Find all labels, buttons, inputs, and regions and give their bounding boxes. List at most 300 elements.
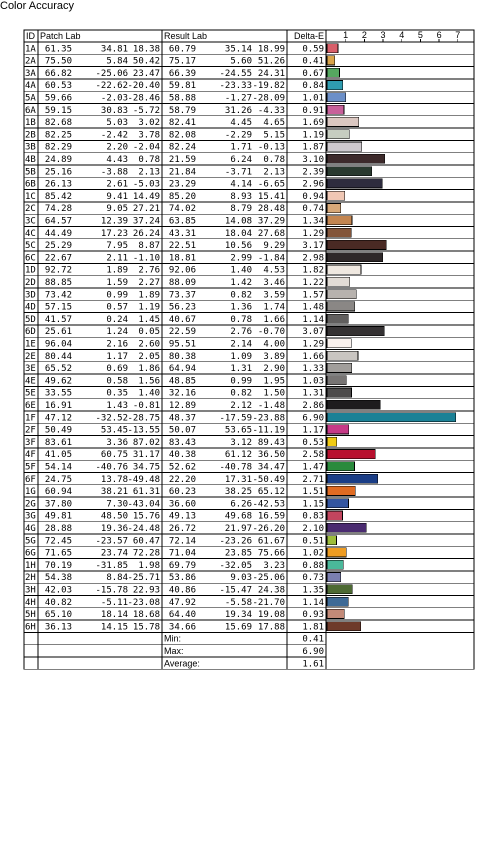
patch-a: 5.84 (106, 56, 128, 67)
patch-l: 25.61 (44, 327, 72, 338)
result-l: 22.20 (168, 474, 196, 485)
patch-a: 53.45 (100, 425, 128, 436)
delta-e-value: 1.57 (302, 290, 324, 301)
patch-id: 5G (25, 536, 36, 547)
delta-e-value: 2.96 (302, 179, 324, 190)
patch-id: 6B (25, 179, 36, 190)
result-b: 3.23 (263, 560, 285, 571)
delta-e-value: 0.67 (302, 68, 324, 79)
patch-a: -2.03 (100, 93, 128, 104)
delta-e-value: 0.83 (302, 511, 324, 522)
patch-id: 1C (25, 191, 36, 202)
patch-b: 3.78 (138, 130, 160, 141)
patch-l: 60.94 (44, 487, 72, 498)
result-l: 48.37 (168, 413, 196, 424)
delta-e-value: 1.87 (302, 142, 324, 153)
result-a: 14.08 (224, 216, 252, 227)
header-result-lab: Result Lab (164, 31, 208, 41)
patch-l: 83.61 (44, 437, 72, 448)
result-a: -15.47 (219, 585, 252, 596)
delta-e-bar-4c (327, 228, 351, 237)
patch-a: 17.23 (100, 228, 128, 239)
patch-id: 1D (25, 265, 36, 276)
delta-e-bar-5e (327, 388, 351, 397)
delta-e-value: 1.34 (302, 216, 324, 227)
delta-e-bar-2a (327, 56, 335, 65)
result-b: 1.50 (263, 388, 285, 399)
patch-id: 6A (25, 105, 36, 116)
result-a: 61.12 (224, 450, 252, 461)
patch-l: 50.49 (44, 425, 72, 436)
delta-e-bar-4f (327, 450, 375, 459)
patch-id: 6G (25, 548, 36, 559)
patch-l: 22.67 (44, 253, 72, 264)
result-b: 9.29 (263, 241, 285, 252)
result-b: 15.41 (257, 191, 285, 202)
delta-e-bar-1h (327, 560, 343, 569)
patch-b: 2.60 (138, 339, 160, 350)
delta-e-value: 1.17 (302, 425, 324, 436)
result-a: 23.85 (224, 548, 252, 559)
result-a: -5.58 (224, 597, 252, 608)
delta-e-value: 1.66 (302, 351, 324, 362)
patch-a: 34.81 (100, 44, 128, 55)
patch-l: 74.28 (44, 204, 72, 215)
patch-a: 1.17 (106, 351, 128, 362)
delta-e-value: 0.91 (302, 105, 324, 116)
patch-l: 59.66 (44, 93, 72, 104)
patch-id: 3E (25, 364, 36, 375)
patch-id: 1E (25, 339, 36, 350)
result-l: 32.16 (168, 388, 196, 399)
result-b: 89.43 (257, 437, 285, 448)
patch-id: 3B (25, 142, 36, 153)
delta-e-value: 2.86 (302, 401, 324, 411)
delta-e-value: 1.47 (302, 462, 324, 473)
delta-e-bar-6c (327, 253, 383, 262)
delta-e-bar-4a (327, 81, 343, 90)
patch-l: 82.68 (44, 118, 72, 129)
result-a: 1.09 (230, 351, 252, 362)
delta-e-bar-3d (327, 290, 356, 299)
patch-a: -32.52 (95, 413, 128, 424)
result-b: 37.29 (257, 216, 285, 227)
result-l: 56.23 (168, 302, 196, 313)
result-l: 36.60 (168, 499, 196, 510)
patch-b: -49.48 (127, 474, 160, 485)
delta-e-bar-3g (327, 511, 343, 520)
patch-a: 7.30 (106, 499, 128, 510)
delta-e-bar-2b (327, 130, 349, 139)
axis-tick-label: 7 (455, 30, 461, 40)
patch-a: 0.35 (106, 388, 128, 399)
delta-e-value: 1.29 (302, 228, 324, 239)
patch-b: 15.76 (132, 511, 160, 522)
patch-b: 50.42 (132, 56, 160, 67)
result-a: 19.34 (224, 610, 252, 621)
result-l: 73.37 (168, 290, 196, 301)
result-l: 47.92 (168, 597, 196, 608)
delta-e-value: 2.58 (302, 450, 324, 461)
patch-id: 4D (25, 302, 36, 313)
delta-e-value: 0.74 (302, 204, 324, 215)
result-b: 51.26 (257, 56, 285, 67)
result-a: 35.14 (224, 44, 252, 55)
delta-e-value: 1.31 (302, 388, 324, 399)
result-l: 40.38 (168, 450, 196, 461)
result-a: -17.59 (219, 413, 252, 424)
patch-a: 2.11 (106, 253, 128, 264)
patch-a: 18.14 (100, 610, 128, 621)
delta-e-value: 1.29 (302, 339, 324, 350)
patch-l: 41.57 (44, 314, 72, 325)
patch-b: 37.24 (132, 216, 160, 227)
patch-a: -23.57 (95, 536, 128, 547)
patch-a: 2.20 (106, 142, 128, 153)
result-b: 34.47 (257, 462, 285, 473)
patch-a: 30.83 (100, 105, 128, 116)
result-a: 2.76 (230, 327, 252, 338)
patch-id: 1F (25, 413, 36, 424)
result-a: 38.25 (224, 487, 252, 498)
result-a: 8.93 (230, 191, 252, 202)
header-delta-e: Delta-E (293, 31, 324, 41)
patch-a: 9.41 (106, 191, 128, 202)
patch-l: 70.19 (44, 560, 72, 571)
result-a: 8.79 (230, 204, 252, 215)
patch-a: 12.39 (100, 216, 128, 227)
result-l: 83.43 (168, 437, 196, 448)
result-l: 22.59 (168, 327, 196, 338)
result-b: 0.78 (263, 155, 285, 165)
result-b: 36.50 (257, 450, 285, 461)
delta-e-value: 3.17 (302, 241, 324, 252)
patch-id: 5H (25, 610, 36, 621)
patch-l: 47.12 (44, 413, 72, 424)
delta-e-bar-5g (327, 536, 337, 545)
delta-e-value: 1.14 (302, 597, 324, 608)
result-l: 82.08 (168, 130, 196, 141)
patch-b: 61.31 (132, 487, 160, 498)
delta-e-bar-1e (327, 339, 351, 348)
result-l: 82.24 (168, 142, 196, 153)
patch-a: 5.03 (106, 118, 128, 129)
patch-a: 13.78 (100, 474, 128, 485)
result-a: -3.71 (224, 167, 252, 178)
patch-id: 2D (25, 278, 36, 288)
result-a: 3.12 (230, 437, 252, 448)
patch-a: -22.62 (95, 81, 128, 92)
patch-b: -43.04 (127, 499, 160, 510)
patch-id: 1G (25, 487, 36, 498)
patch-id: 2G (25, 499, 36, 510)
patch-id: 2A (25, 56, 36, 67)
result-l: 74.02 (168, 204, 196, 215)
patch-b: -24.48 (127, 524, 160, 534)
patch-a: -5.11 (100, 597, 128, 608)
patch-id: 5B (25, 167, 36, 178)
patch-id: 4A (25, 81, 36, 92)
patch-id: 1A (25, 44, 36, 55)
patch-l: 64.57 (44, 216, 72, 227)
result-a: 4.14 (230, 179, 252, 190)
result-b: 65.12 (257, 487, 285, 498)
delta-e-value: 1.14 (302, 314, 324, 325)
patch-l: 28.88 (44, 524, 72, 534)
patch-l: 92.72 (44, 265, 72, 276)
patch-l: 73.42 (44, 290, 72, 301)
result-b: -21.70 (252, 597, 285, 608)
patch-id: 2C (25, 204, 36, 215)
result-l: 58.88 (168, 93, 196, 104)
delta-e-value: 6.90 (302, 413, 324, 424)
delta-e-bar-1g (327, 486, 355, 495)
patch-b: 0.05 (138, 327, 160, 338)
delta-e-bar-2f (327, 425, 349, 434)
result-a: 17.31 (224, 474, 252, 485)
patch-id: 4B (25, 155, 36, 165)
result-b: -50.49 (252, 474, 285, 485)
delta-e-value: 1.82 (302, 265, 324, 276)
result-a: -40.78 (219, 462, 252, 473)
delta-e-value: 2.71 (302, 474, 324, 485)
patch-l: 71.65 (44, 548, 72, 559)
result-l: 40.86 (168, 585, 196, 596)
delta-e-value: 2.98 (302, 253, 324, 264)
patch-a: 1.24 (106, 327, 128, 338)
delta-e-bar-1a (327, 44, 338, 53)
delta-e-value: 1.15 (302, 499, 324, 510)
patch-b: -1.10 (132, 253, 160, 264)
result-l: 23.29 (168, 179, 196, 190)
patch-id: 4H (25, 597, 36, 608)
result-a: 4.45 (230, 118, 252, 129)
delta-e-bar-6d (327, 327, 384, 336)
result-b: 24.38 (257, 585, 285, 596)
result-l: 34.66 (168, 622, 196, 633)
patch-l: 96.04 (44, 339, 72, 350)
patch-b: -28.46 (127, 93, 160, 104)
result-a: 0.99 (230, 376, 252, 387)
result-b: 27.68 (257, 228, 285, 239)
delta-e-value: 1.69 (302, 118, 324, 129)
result-l: 60.23 (168, 487, 196, 498)
patch-l: 25.29 (44, 241, 72, 252)
delta-e-value: 1.33 (302, 364, 324, 375)
delta-e-value: 1.03 (302, 376, 324, 387)
patch-b: 22.93 (132, 585, 160, 596)
patch-l: 24.75 (44, 474, 72, 485)
patch-id: 2F (25, 425, 36, 436)
delta-e-value: 1.02 (302, 548, 324, 559)
delta-e-bar-1d (327, 265, 361, 274)
patch-a: 60.75 (100, 450, 128, 461)
result-b: 4.53 (263, 265, 285, 276)
delta-e-bar-6g (327, 548, 346, 557)
delta-e-bar-5a (327, 93, 346, 102)
result-b: -0.70 (257, 327, 285, 338)
patch-a: 0.69 (106, 364, 128, 375)
patch-l: 88.85 (44, 278, 72, 288)
delta-e-bar-3a (327, 68, 340, 77)
patch-l: 44.49 (44, 228, 72, 239)
result-b: -19.82 (252, 81, 285, 92)
axis-tick-label: 4 (399, 30, 405, 40)
patch-l: 65.52 (44, 364, 72, 375)
result-a: 1.71 (230, 142, 252, 153)
delta-e-bar-4d (327, 302, 355, 311)
patch-id: 1H (25, 560, 36, 571)
delta-e-bar-3f (327, 437, 337, 446)
patch-a: -2.42 (100, 130, 128, 141)
patch-b: 8.87 (138, 241, 160, 252)
result-a: 6.26 (230, 499, 252, 510)
patch-a: -15.78 (95, 585, 128, 596)
delta-e-value: 0.73 (302, 573, 324, 584)
patch-id: 3C (25, 216, 36, 227)
patch-b: 72.28 (132, 548, 160, 559)
result-l: 64.40 (168, 610, 196, 621)
patch-b: 31.17 (132, 450, 160, 461)
patch-b: 3.02 (138, 118, 160, 129)
result-b: 19.08 (257, 610, 285, 621)
patch-b: 1.40 (138, 388, 160, 399)
delta-e-bar-3b (327, 142, 362, 151)
patch-l: 61.35 (44, 44, 72, 55)
patch-l: 49.81 (44, 511, 72, 522)
result-b: -23.88 (252, 413, 285, 424)
result-l: 95.51 (168, 339, 196, 350)
patch-l: 40.82 (44, 597, 72, 608)
axis-tick-label: 2 (361, 30, 367, 40)
patch-l: 41.05 (44, 450, 72, 461)
delta-e-value: 3.07 (302, 327, 324, 338)
delta-e-bar-4b (327, 154, 385, 163)
patch-l: 24.89 (44, 155, 72, 165)
result-a: 1.36 (230, 302, 252, 313)
delta-e-value: 0.84 (302, 81, 324, 92)
delta-e-bar-6a (327, 105, 344, 114)
result-b: 1.95 (263, 376, 285, 387)
patch-id: 1B (25, 118, 36, 129)
patch-id: 3H (25, 585, 36, 596)
delta-e-value: 1.48 (302, 302, 324, 313)
header-patch-lab: Patch Lab (40, 31, 81, 41)
result-a: 15.69 (224, 622, 252, 633)
result-b: -6.65 (257, 179, 285, 190)
patch-b: -5.03 (132, 179, 160, 190)
patch-l: 16.91 (44, 401, 72, 411)
patch-b: 27.21 (132, 204, 160, 215)
patch-id: 4E (25, 376, 36, 387)
result-l: 52.62 (168, 462, 196, 473)
patch-id: 5F (25, 462, 36, 473)
patch-b: -13.55 (127, 425, 160, 436)
patch-a: 1.89 (106, 265, 128, 276)
result-a: 2.99 (230, 253, 252, 264)
patch-b: 14.49 (132, 191, 160, 202)
result-a: 2.14 (230, 339, 252, 350)
delta-e-bar-3c (327, 216, 352, 225)
delta-e-bar-3h (327, 585, 352, 594)
result-b: -26.20 (252, 524, 285, 534)
delta-e-value: 2.10 (302, 524, 324, 534)
patch-b: 87.02 (132, 437, 160, 448)
patch-a: 2.16 (106, 339, 128, 350)
delta-e-bar-4e (327, 376, 346, 385)
patch-l: 59.15 (44, 105, 72, 116)
result-b: 2.90 (263, 364, 285, 375)
delta-e-value: 1.19 (302, 130, 324, 141)
patch-a: -3.88 (100, 167, 128, 178)
patch-b: 1.19 (138, 302, 160, 313)
patch-l: 54.14 (44, 462, 72, 473)
result-b: -25.06 (252, 573, 285, 584)
delta-e-value: 0.53 (302, 437, 324, 448)
delta-e-value: 1.35 (302, 585, 324, 596)
result-l: 64.94 (168, 364, 196, 375)
result-b: -1.84 (257, 253, 285, 264)
patch-b: 2.05 (138, 351, 160, 362)
patch-id: 4F (25, 450, 36, 461)
result-a: 1.40 (230, 265, 252, 276)
patch-l: 72.45 (44, 536, 72, 547)
delta-e-value: 1.51 (302, 487, 324, 498)
patch-id: 6D (25, 327, 36, 338)
page-title: Color Accuracy (0, 0, 74, 12)
axis-tick-label: 5 (417, 30, 423, 40)
stat-label: Average: (164, 658, 200, 669)
patch-a: 23.74 (100, 548, 128, 559)
result-l: 26.72 (168, 524, 196, 534)
result-b: 28.48 (257, 204, 285, 215)
patch-a: 9.05 (106, 204, 128, 215)
patch-l: 82.25 (44, 130, 72, 141)
delta-e-bar-3e (327, 363, 352, 372)
patch-a: 0.58 (106, 376, 128, 387)
result-b: 16.59 (257, 511, 285, 522)
result-b: 24.31 (257, 68, 285, 79)
patch-l: 60.53 (44, 81, 72, 92)
delta-e-value: 0.93 (302, 610, 324, 621)
patch-b: 1.89 (138, 290, 160, 301)
patch-b: -5.72 (132, 105, 160, 116)
patch-a: 7.95 (106, 241, 128, 252)
patch-b: -23.08 (127, 597, 160, 608)
result-b: 1.66 (263, 314, 285, 325)
result-b: 3.46 (263, 278, 285, 288)
result-l: 88.09 (168, 278, 196, 288)
result-a: 2.12 (230, 401, 252, 411)
patch-b: 1.56 (138, 376, 160, 387)
axis-tick-label: 3 (380, 30, 386, 40)
result-l: 49.13 (168, 511, 196, 522)
delta-e-bar-4h (327, 597, 348, 606)
result-a: 21.97 (224, 524, 252, 534)
result-a: 0.82 (230, 290, 252, 301)
patch-l: 65.10 (44, 610, 72, 621)
result-b: 4.65 (263, 118, 285, 129)
result-l: 48.85 (168, 376, 196, 387)
delta-e-bar-1f (327, 413, 456, 422)
result-l: 66.39 (168, 68, 196, 79)
delta-e-bar-2d (327, 277, 350, 286)
patch-a: 1.59 (106, 278, 128, 288)
delta-e-bar-6h (327, 622, 361, 631)
patch-b: -25.71 (127, 573, 160, 584)
patch-b: 2.13 (138, 167, 160, 178)
delta-e-bar-5c (327, 240, 386, 249)
